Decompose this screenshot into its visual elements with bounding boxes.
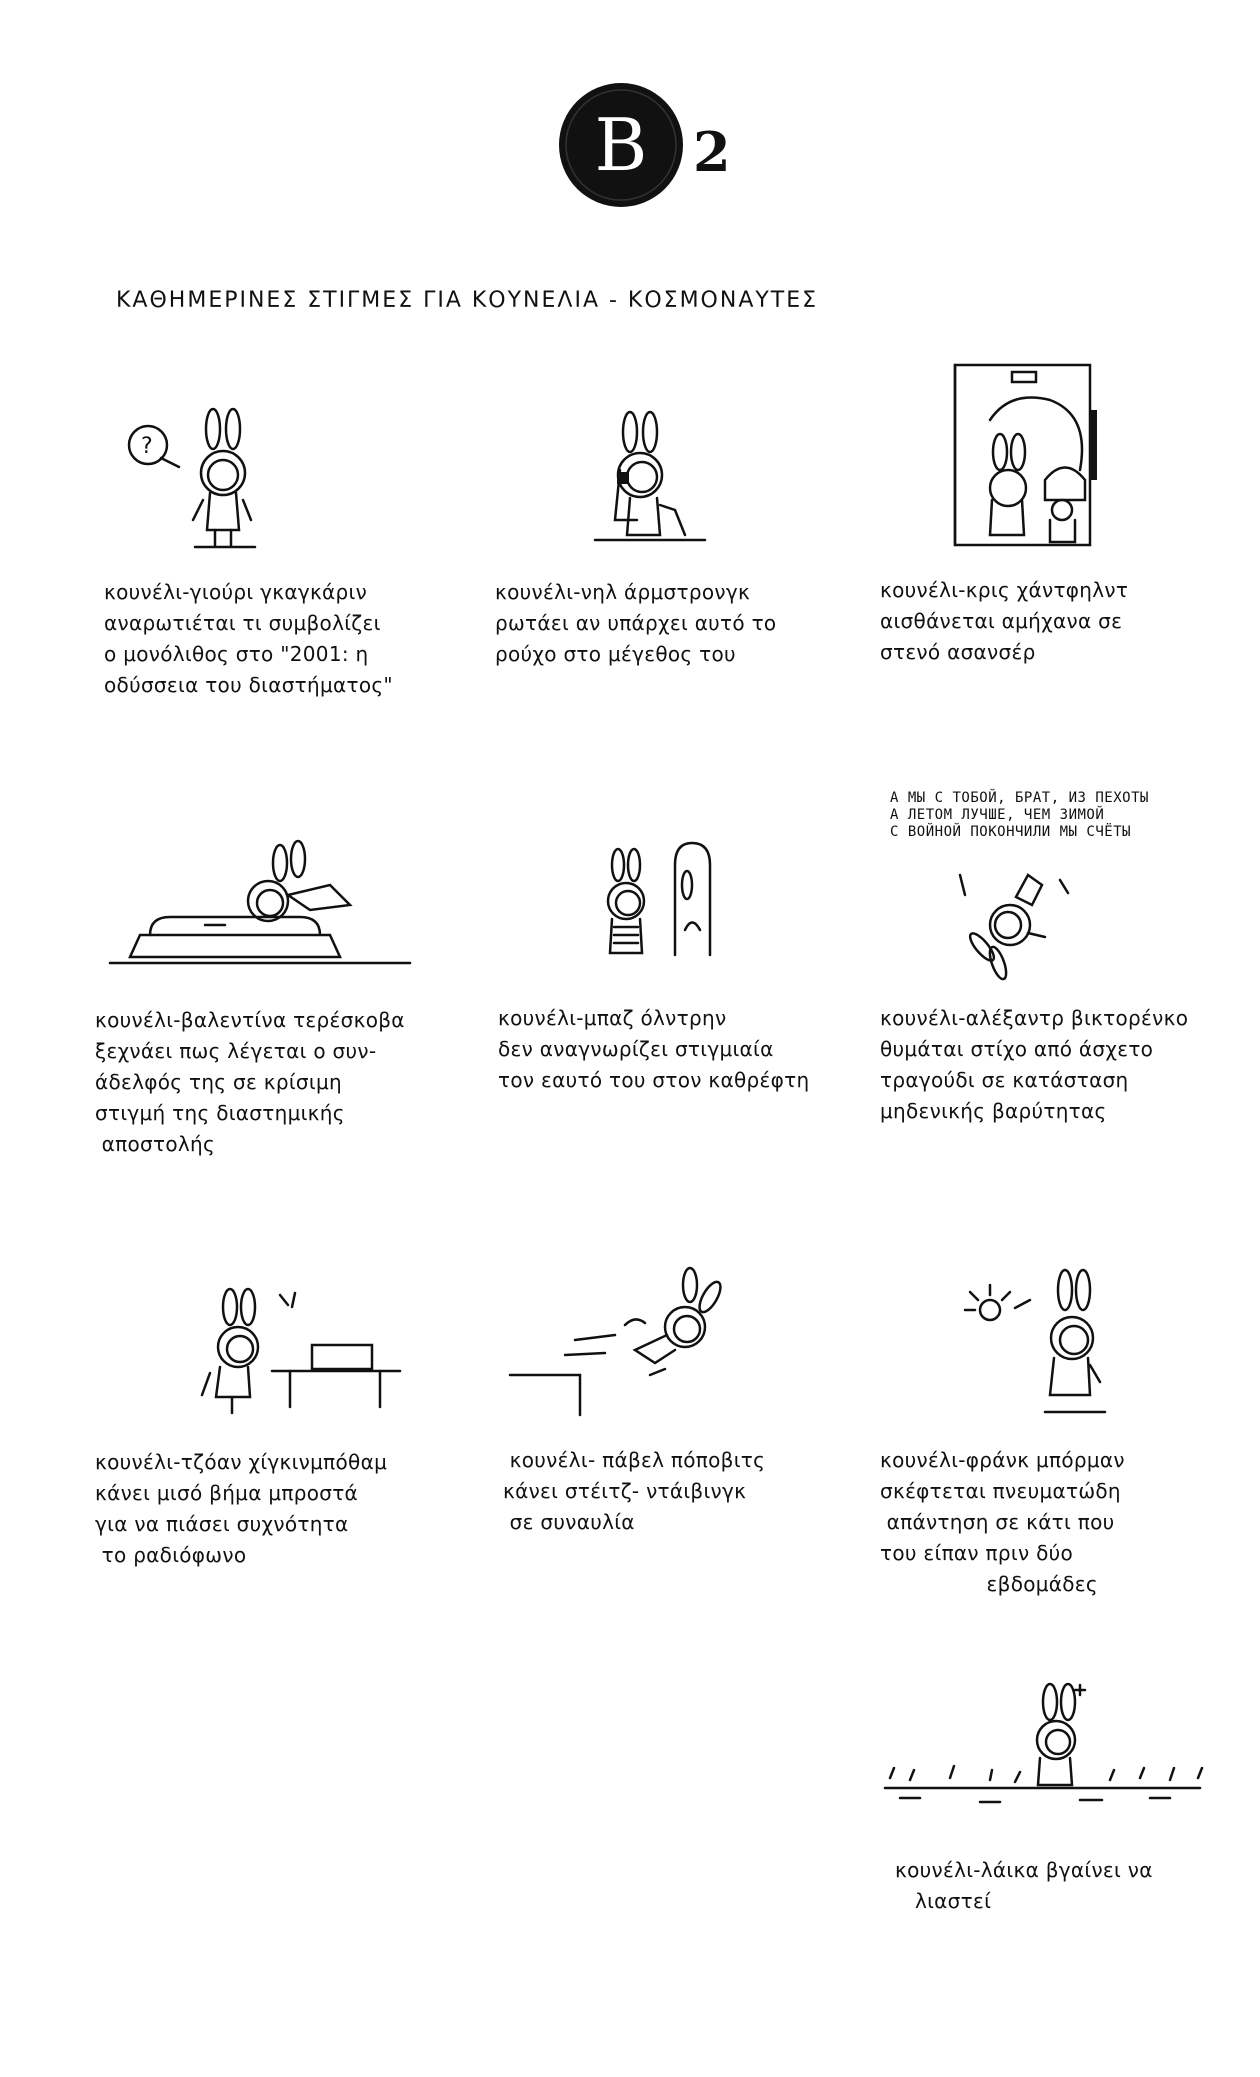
panel-5-caption: κουνέλι-μπαζ όλντρην δεν αναγνωρίζει στιγμιαία τον εαυτό του στον καθρέφτη [498, 1006, 810, 1092]
bunny-astronaut-drawing [115, 405, 295, 555]
panel-5-illustration [580, 835, 720, 970]
panel-6-illustration [950, 855, 1090, 985]
panel-2-caption: κουνέλι-νηλ άρμστρονγκ ρωτάει αν υπάρχει αυτό το ρούχο στο μέγεθος του [495, 580, 777, 666]
panel-3-illustration [950, 360, 1110, 550]
panel-9-caption: κουνέλι-φράνκ μπόρμαν σκέφτεται πνευματώδη απάντηση σε κάτι που του είπαν πριν δύο εβδομάδες [880, 1448, 1125, 1596]
bunny-lightbulb-drawing [950, 1250, 1130, 1425]
panel-6-song-lyrics: А МЫ С ТОБОЙ, БРАТ, ИЗ ПЕХОТЫ А ЛЕТОМ ЛУЧШЕ, ЧЕМ ЗИМОЙ С ВОЙНОЙ ПОКОНЧИЛИ МЫ СЧЁТЫ [890, 790, 1149, 840]
bunny-in-grass-drawing [880, 1680, 1210, 1810]
bunny-floating-drawing [950, 855, 1090, 985]
badge-letter: B [594, 103, 648, 187]
panel-3-caption: κουνέλι-κρις χάντφηλντ αισθάνεται αμήχανα σε στενό ασανσέρ [880, 578, 1129, 664]
page-title: ΚΑΘΗΜΕΡΙΝΕΣ ΣΤΙΓΜΕΣ ΓΙΑ ΚΟΥΝΕΛΙΑ - ΚΟΣΜΟΝΑΥΤΕΣ [116, 288, 819, 313]
bunny-mirror-drawing [580, 835, 720, 970]
panel-1-illustration [115, 405, 295, 555]
badge-number: 2 [693, 120, 731, 184]
panel-2-illustration [575, 410, 725, 550]
bunny-radio-drawing [180, 1285, 410, 1420]
panel-9-illustration [950, 1250, 1130, 1425]
panel-1-caption: κουνέλι-γιούρι γκαγκάριν αναρωτιέται τι συμβολίζει ο μονόλιθος στο "2001: η οδύσσεια του διαστήματος" [104, 580, 393, 697]
elevator-drawing [950, 360, 1110, 550]
panel-6-caption: κουνέλι-αλέξαντρ βικτορένκο θυμάται στίχο από άσχετο τραγούδι σε κατάσταση μηδενικής βαρύτητας [880, 1006, 1189, 1123]
panel-4-caption: κουνέλι-βαλεντίνα τερέσκοβα ξεχνάει πως λέγεται ο συν- άδελφός της σε κρίσιμη στιγμή της διαστημικής αποστολής [95, 1008, 405, 1156]
panel-8-illustration [505, 1265, 755, 1415]
panel-10-illustration [880, 1680, 1210, 1810]
panel-7-caption: κουνέλι-τζόαν χίγκινμπόθαμ κάνει μισό βήμα μπροστά για να πιάσει συχνότητα το ραδιόφωνο [95, 1450, 388, 1567]
panel-10-caption: κουνέλι-λάικα βγαίνει να λιαστεί [895, 1858, 1153, 1913]
question-mark: ? [141, 434, 153, 459]
panel-8-caption: κουνέλι- πάβελ πόποβιτς κάνει στέιτζ- ντάιβινγκ σε συναυλία [503, 1448, 766, 1534]
panel-7-illustration [180, 1285, 410, 1420]
panel-4-illustration [110, 835, 430, 975]
bunny-shopping-drawing [575, 410, 725, 550]
bunny-stagediving-drawing [505, 1265, 755, 1415]
bunny-over-capsule-drawing [110, 835, 430, 975]
